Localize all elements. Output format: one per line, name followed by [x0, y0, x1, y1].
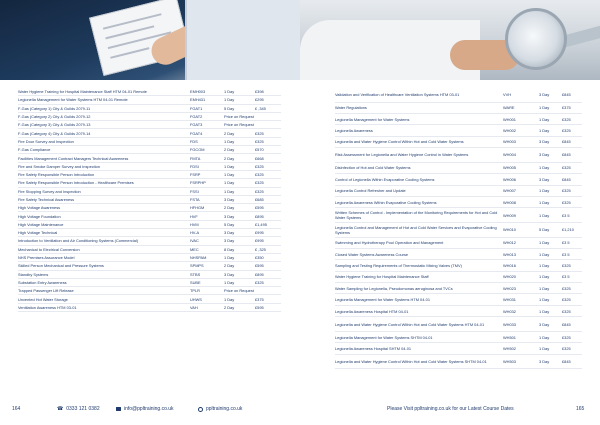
- course-duration: 2 Day: [224, 205, 235, 211]
- course-row: [18, 304, 281, 312]
- course-title: F-Gas (Category 2) City & Guilds 2079-12: [18, 114, 91, 120]
- course-row: [335, 283, 582, 294]
- course-code: NHSPAM: [190, 255, 207, 261]
- course-duration: 3 Day: [539, 358, 550, 364]
- course-code: IVAC: [190, 238, 199, 244]
- course-duration: Price on Request: [224, 288, 254, 294]
- course-title: Ventilation Awareness HTM 03-01: [18, 304, 77, 310]
- course-row: [18, 229, 281, 237]
- course-code: HVF: [190, 213, 198, 219]
- course-title: Introduction to Ventilation and Air Conditioning Systems (Commercial): [18, 238, 139, 244]
- course-code: WH016: [503, 262, 516, 268]
- course-duration: 1 Day: [224, 279, 235, 285]
- course-row: [335, 343, 582, 354]
- course-price: £1,210: [562, 227, 574, 233]
- course-price: £ ,325: [255, 246, 266, 252]
- course-price: £845: [562, 92, 571, 98]
- course-title: Legionella Control Refresher and Update: [335, 188, 406, 194]
- course-code: WH033: [503, 321, 516, 327]
- course-duration: 3 Day: [539, 92, 550, 98]
- course-code: WH003: [503, 139, 516, 145]
- course-duration: 2 Day: [224, 263, 235, 269]
- course-row: [335, 208, 582, 223]
- course-price: £995: [255, 230, 264, 236]
- course-row: [335, 238, 582, 249]
- photo-clipboard-inspection: [0, 0, 300, 80]
- course-price: £325: [562, 308, 571, 314]
- phone-icon: ☎: [57, 405, 64, 412]
- course-duration: 1 Day: [539, 188, 550, 194]
- course-row: [18, 146, 281, 154]
- course-title: Trapped Passenger Lift Release: [18, 288, 74, 294]
- course-code: WH501: [503, 334, 516, 340]
- course-code: FGAT2: [190, 114, 203, 120]
- course-duration: 1 Day: [224, 180, 235, 186]
- course-code: WH502: [503, 345, 516, 351]
- course-price: £595: [255, 304, 264, 310]
- course-price: £325: [562, 128, 571, 134]
- course-code: WH009: [503, 212, 516, 218]
- course-title: Swimming and Hydrotherapy Pool Operation and Management: [335, 240, 444, 246]
- course-price: £375: [562, 105, 571, 111]
- course-duration: 1 Day: [224, 89, 235, 95]
- course-code: EMH431: [190, 97, 206, 103]
- course-row: [335, 174, 582, 185]
- course-duration: 3 Day: [539, 152, 550, 158]
- course-code: HFHGM: [190, 205, 205, 211]
- course-code: HVM: [190, 221, 199, 227]
- course-code: SUBE: [190, 279, 201, 285]
- course-price: £3 5: [562, 274, 570, 280]
- course-row: [18, 154, 281, 162]
- course-title: Fire Safety Responsible Person Introduction: [18, 172, 95, 178]
- course-duration: 1 Day: [539, 308, 550, 314]
- course-row: [335, 125, 582, 136]
- course-price: £570: [255, 147, 264, 153]
- course-duration: 3 Day: [539, 176, 550, 182]
- course-row: [18, 237, 281, 245]
- course-title: Water Sampling for Legionella, Pseudomonas aeruginosa and TVCs: [335, 285, 453, 291]
- course-duration: 1 Day: [539, 212, 550, 218]
- course-duration: 1 Day: [539, 116, 550, 122]
- course-price: £295: [255, 97, 264, 103]
- course-code: WH005: [503, 165, 516, 171]
- course-duration: 1 Day: [224, 188, 235, 194]
- course-duration: 8 Day: [224, 246, 235, 252]
- course-price: £325: [255, 188, 264, 194]
- course-duration: 1 Day: [539, 251, 550, 257]
- course-duration: 2 Day: [224, 304, 235, 310]
- course-price: £3 5: [562, 212, 570, 218]
- course-code: WH012: [503, 240, 516, 246]
- course-code: SPMPS: [190, 263, 204, 269]
- course-price: £595: [255, 263, 264, 269]
- course-duration: 1 Day: [539, 345, 550, 351]
- course-code: FSRPHP: [190, 180, 206, 186]
- course-title: Legionella Awareness Hospital HTM 04-01: [335, 308, 409, 314]
- header-photos: [0, 0, 600, 80]
- course-duration: 1 Day: [539, 274, 550, 280]
- course-title: Control of Legionella Within Evaporative Cooling Systems: [335, 176, 435, 182]
- course-duration: 1 Day: [224, 296, 235, 302]
- course-row: [335, 355, 582, 370]
- course-price: £845: [562, 139, 571, 145]
- course-title: Legionella Management for Water Systems HTM 04-01: [335, 297, 431, 303]
- course-price: £845: [562, 176, 571, 182]
- course-price: £325: [562, 334, 571, 340]
- course-title: Standby Systems: [18, 271, 49, 277]
- course-row: [18, 262, 281, 270]
- course-price: £350: [255, 255, 264, 261]
- course-price: £325: [255, 130, 264, 136]
- course-code: HV-A: [190, 230, 200, 236]
- course-code: WH020: [503, 274, 516, 280]
- course-price: £325: [562, 199, 571, 205]
- course-row: [18, 96, 281, 104]
- course-price: £685: [255, 197, 264, 202]
- course-title: F-Gas (Category 4) City & Guilds 2079-14: [18, 130, 91, 136]
- course-title: Fire Safety Technical Awareness: [18, 197, 75, 202]
- course-title: Water Regulations: [335, 105, 367, 111]
- course-row: [18, 246, 281, 254]
- course-price: £595: [255, 205, 264, 211]
- shirt-sleeve-image: [185, 0, 300, 80]
- course-duration: Price on Request: [224, 114, 254, 120]
- course-title: Risk Assessment for Legionella and Water Hygiene Control in Water Systems: [335, 152, 469, 158]
- course-price: £325: [255, 172, 264, 178]
- course-row: [335, 272, 582, 283]
- course-code: MEC: [190, 246, 199, 252]
- course-price: £995: [255, 238, 264, 244]
- website-link[interactable]: [198, 406, 242, 412]
- course-row: [18, 88, 281, 96]
- course-duration: 3 Day: [539, 321, 550, 327]
- course-duration: 1 Day: [539, 285, 550, 291]
- course-code: WH008: [503, 199, 516, 205]
- course-title: Legionella and Water Hygiene Control Within Hot and Cold Water Systems HTM 04-01: [335, 321, 485, 327]
- course-duration: 1 Day: [539, 262, 550, 268]
- course-price: £325: [562, 285, 571, 291]
- course-duration: 1 Day: [224, 97, 235, 103]
- course-code: FGCOM: [190, 147, 205, 153]
- course-code: WH031: [503, 297, 516, 303]
- course-price: £845: [562, 358, 571, 364]
- course-title: F-Gas (Category 1) City & Guilds 2079-11: [18, 105, 91, 111]
- course-duration: 1 Day: [224, 163, 235, 169]
- course-code: WH032: [503, 308, 516, 314]
- course-title: Closed Water Systems Awareness Course: [335, 251, 409, 257]
- course-price: £3 5: [562, 251, 570, 257]
- course-price: £3 5: [562, 240, 570, 246]
- course-price: £325: [255, 138, 264, 144]
- course-title: High Voltage Foundation: [18, 213, 61, 219]
- course-title: Skilled Person Mechanical and Pressure Systems: [18, 263, 104, 269]
- course-row: [18, 163, 281, 171]
- course-title: Legionella Control and Management of Hot and Cold Water Services and Evaporative Cooling Systems: [335, 224, 497, 235]
- course-code: VVH: [503, 92, 511, 98]
- course-title: High Voltage Awareness: [18, 205, 61, 211]
- course-duration: 3 Day: [224, 197, 235, 202]
- course-title: Fire Safety Responsible Person Introduction - Healthcare Premises: [18, 180, 134, 186]
- course-code: FMTA: [190, 155, 201, 161]
- course-duration: 2 Day: [224, 130, 235, 136]
- course-price: £325: [562, 165, 571, 171]
- course-title: F-Gas Compliance: [18, 147, 51, 153]
- course-duration: 3 Day: [224, 213, 235, 219]
- course-price: £845: [562, 152, 571, 158]
- course-row: [18, 196, 281, 204]
- course-row: [335, 294, 582, 305]
- course-price: £845: [562, 321, 571, 327]
- course-code: WH001: [503, 116, 516, 122]
- course-title: NHS Premises Assurance Model: [18, 255, 75, 261]
- course-title: Unvented Hot Water Storage: [18, 296, 68, 302]
- course-row: [18, 279, 281, 287]
- course-price: £398: [255, 89, 264, 95]
- course-title: Fire and Smoke Damper Survey and Inspection: [18, 163, 100, 169]
- course-row: [18, 113, 281, 121]
- course-duration: 1 Day: [539, 334, 550, 340]
- course-code: FGAT1: [190, 105, 203, 111]
- course-code: WARE: [503, 105, 515, 111]
- course-duration: 2 Day: [224, 147, 235, 153]
- email-address: info@ppltraining.co.uk: [124, 406, 174, 412]
- course-row: [18, 221, 281, 229]
- course-price: £325: [562, 188, 571, 194]
- course-price: £325: [255, 279, 264, 285]
- course-row: [335, 332, 582, 343]
- page-number-right: 165: [576, 406, 585, 412]
- course-title: Mechanical to Electrical Conversion: [18, 246, 80, 252]
- shower-head-image: [505, 8, 567, 70]
- course-price: £ ,345: [255, 105, 266, 111]
- course-row: [18, 212, 281, 220]
- course-row: [335, 223, 582, 238]
- envelope-icon: [116, 407, 121, 411]
- course-row: [18, 171, 281, 179]
- course-title: Written Schemes of Control - Implementation of the Monitoring Requirements for Hot and Cold Water Systems: [335, 210, 498, 221]
- course-code: UHWS: [190, 296, 202, 302]
- course-row: [335, 103, 582, 114]
- course-code: WH006: [503, 176, 516, 182]
- course-price: £325: [562, 345, 571, 351]
- course-price: £668: [255, 155, 264, 161]
- course-title: Legionella Awareness: [335, 128, 373, 134]
- course-title: Legionella Management for Water Systems: [335, 116, 410, 122]
- course-price: £325: [562, 297, 571, 303]
- course-row: [18, 188, 281, 196]
- course-title: Fire Door Survey and Inspection: [18, 138, 74, 144]
- course-code: WH503: [503, 358, 516, 364]
- course-title: Legionella and Water Hygiene Control Within Hot and Cold Water Systems SHTM 04-01: [335, 358, 487, 364]
- course-duration: 1 Day: [539, 128, 550, 134]
- course-title: Legionella Management for Water Systems SHTM 04-01: [335, 334, 433, 340]
- course-price: £325: [562, 116, 571, 122]
- course-duration: 3 Day: [539, 139, 550, 145]
- page-number-left: 164: [12, 406, 21, 412]
- course-title: Facilities Management Contract Managers Technical Awareness: [18, 155, 129, 161]
- course-row: [18, 138, 281, 146]
- course-row: [335, 249, 582, 260]
- course-row: [335, 163, 582, 174]
- course-price: £895: [255, 271, 264, 277]
- course-row: [335, 197, 582, 208]
- course-price: £895: [255, 213, 264, 219]
- course-duration: 1 Day: [539, 297, 550, 303]
- course-code: FSRP: [190, 172, 201, 178]
- course-code: WH013: [503, 251, 516, 257]
- course-title: High Voltage Maintenance: [18, 221, 64, 227]
- phone-number: 0333 121 0382: [66, 406, 100, 412]
- course-duration: 1 Day: [539, 105, 550, 111]
- website-url: ppltraining.co.uk: [206, 406, 243, 412]
- course-duration: 1 Day: [539, 240, 550, 246]
- course-duration: 5 Day: [224, 105, 235, 111]
- course-title: Water Hygiene Training for Hospital Maintenance Staff: [335, 274, 429, 280]
- course-title: Disinfection of Hot and Cold Water Systems: [335, 165, 411, 171]
- course-row: [335, 88, 582, 103]
- course-price: £375: [255, 296, 264, 302]
- course-row: [18, 295, 281, 303]
- course-code: TPLR: [190, 288, 200, 294]
- course-row: [335, 137, 582, 148]
- course-row: [18, 105, 281, 113]
- course-price: £325: [562, 262, 571, 268]
- course-title: F-Gas (Category 3) City & Guilds 2079-13: [18, 122, 91, 128]
- page-footer: [0, 402, 600, 420]
- course-code: FDSI: [190, 163, 199, 169]
- course-title: Fire Stopping Survey and Inspection: [18, 188, 81, 194]
- course-duration: 1 Day: [224, 138, 235, 144]
- course-title: Validation and Verification of Healthcare Ventilation Systems HTM 03-01: [335, 92, 460, 98]
- course-row: [18, 129, 281, 137]
- course-duration: 1 Day: [539, 165, 550, 171]
- course-row: [18, 121, 281, 129]
- course-price: £325: [255, 163, 264, 169]
- course-duration: 2 Day: [224, 155, 235, 161]
- course-code: FDS: [190, 138, 198, 144]
- course-list-right: [335, 88, 582, 369]
- course-duration: 1 Day: [539, 199, 550, 205]
- course-duration: 5 Day: [539, 227, 550, 233]
- course-title: Legionella Management for Water Systems HTM 04-01 Remote: [18, 97, 128, 103]
- course-code: WH004: [503, 152, 516, 158]
- course-row: [18, 179, 281, 187]
- course-duration: 3 Day: [224, 230, 235, 236]
- phone-contact[interactable]: [57, 406, 100, 412]
- course-title: Legionella Awareness Within Evaporative Cooling Systems: [335, 199, 437, 205]
- course-list-left: [18, 88, 281, 312]
- course-code: EMH003: [190, 89, 206, 95]
- course-duration: 1 Day: [224, 255, 235, 261]
- course-duration: Price on Request: [224, 122, 254, 128]
- course-row: [335, 306, 582, 317]
- course-title: Substation Entry Awareness: [18, 279, 67, 285]
- course-code: FSTA: [190, 197, 200, 202]
- photo-shower-head: [300, 0, 600, 80]
- course-code: STBS: [190, 271, 201, 277]
- course-code: VAH: [190, 304, 198, 310]
- course-title: Legionella and Water Hygiene Control Within Hot and Cold Water Systems: [335, 139, 464, 145]
- visit-website-note: Please Visit ppltraining.co.uk for our Latest Course Dates: [387, 406, 514, 412]
- course-row: [335, 148, 582, 163]
- course-title: High Voltage Technical: [18, 230, 58, 236]
- course-title: Sampling and Testing Requirements of Thermostatic Mixing Valves (TMV): [335, 262, 462, 268]
- course-code: WH007: [503, 188, 516, 194]
- course-code: FSSI: [190, 188, 199, 194]
- course-duration: 5 Day: [224, 221, 235, 227]
- course-row: [18, 271, 281, 279]
- course-code: WH010: [503, 227, 516, 233]
- course-code: FGAT3: [190, 122, 203, 128]
- course-row: [335, 114, 582, 125]
- course-row: [18, 254, 281, 262]
- course-duration: 3 Day: [224, 238, 235, 244]
- course-row: [335, 317, 582, 332]
- course-code: WH023: [503, 285, 516, 291]
- globe-icon: [198, 407, 203, 412]
- course-row: [335, 186, 582, 197]
- course-code: FGAT4: [190, 130, 203, 136]
- course-duration: 1 Day: [224, 172, 235, 178]
- course-row: [18, 204, 281, 212]
- course-row: [335, 260, 582, 271]
- course-title: Water Hygiene Training for Hospital Maintenance Staff HTM 04-01 Remote: [18, 89, 147, 95]
- course-price: £1,495: [255, 221, 267, 227]
- course-title: Legionella Awareness Hospital SHTM 04-01: [335, 345, 412, 351]
- course-duration: 3 Day: [224, 271, 235, 277]
- course-code: WH002: [503, 128, 516, 134]
- course-row: [18, 287, 281, 295]
- course-price: £325: [255, 180, 264, 186]
- email-contact[interactable]: [116, 406, 174, 412]
